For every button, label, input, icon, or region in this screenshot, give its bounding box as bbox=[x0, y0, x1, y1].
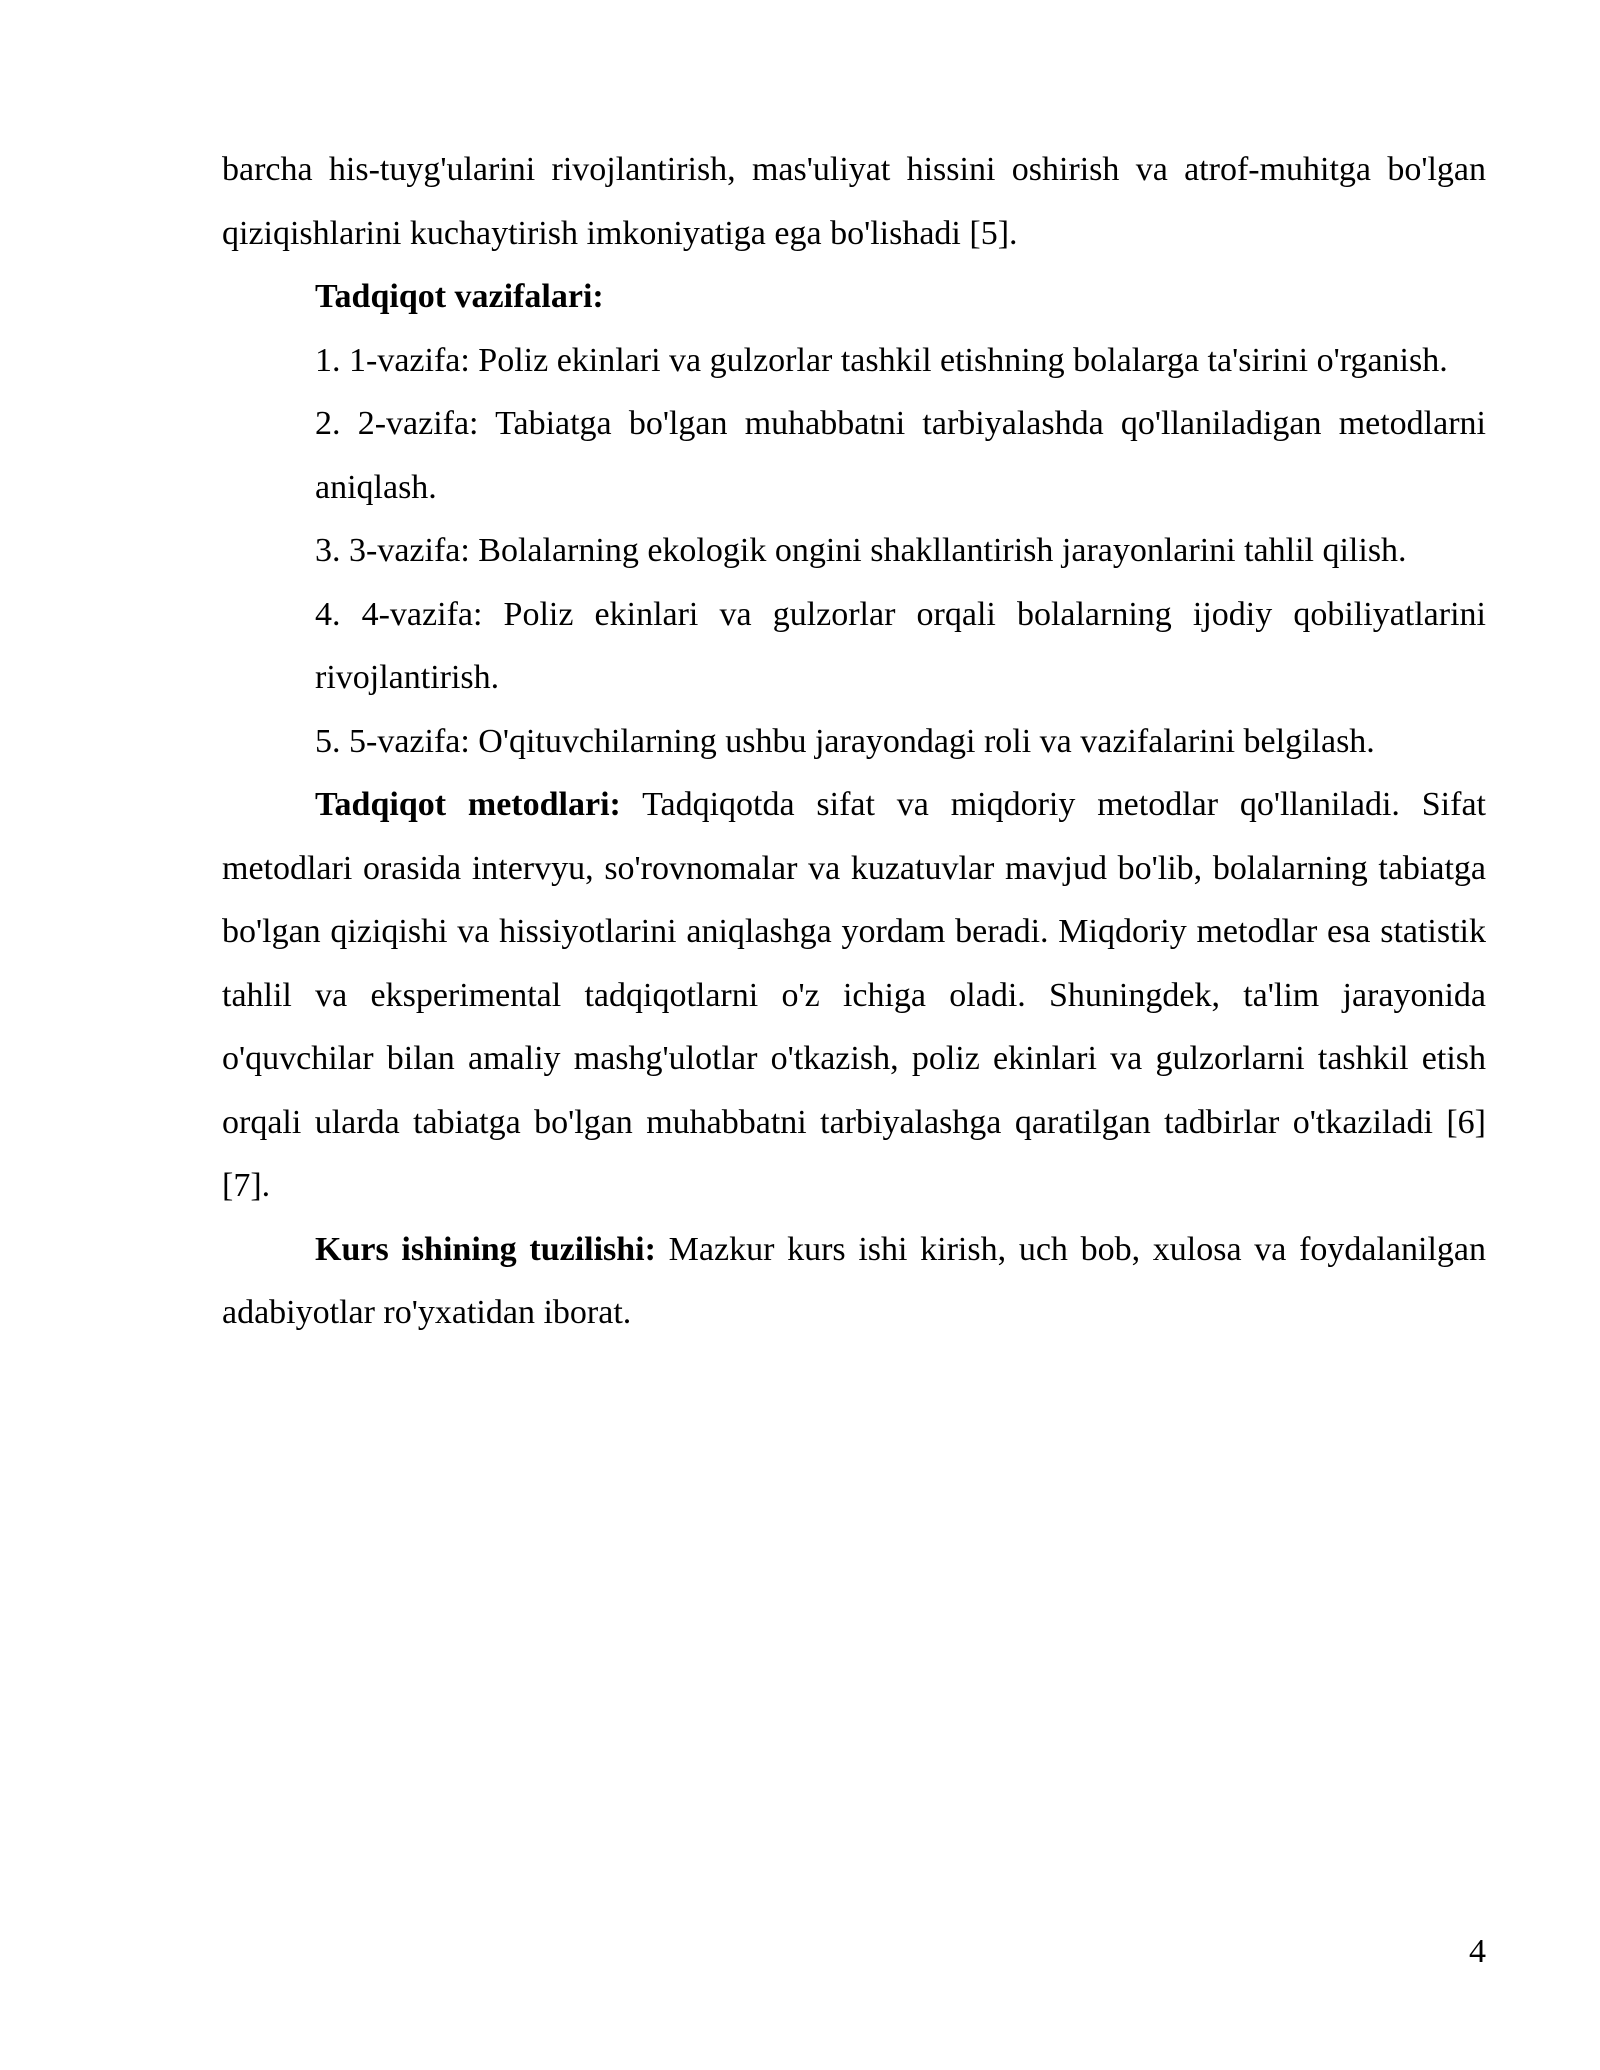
methods-paragraph bbox=[222, 773, 1486, 1218]
document-page bbox=[222, 138, 1486, 1345]
tasks-list bbox=[222, 329, 1486, 774]
list-item: 1. 1-vazifa: Poliz ekinlari va gulzorlar tashkil etishning bolalarga ta'sirini o'rganish. bbox=[315, 341, 1448, 379]
list-item: 3. 3-vazifa: Bolalarning ekologik ongini shakllantirish jarayonlarini tahlil qilish. bbox=[315, 532, 1407, 569]
list-item: 5. 5-vazifa: O'qituvchilarning ushbu jarayondagi roli va vazifalarini belgilash. bbox=[315, 722, 1375, 760]
list-item: 2. 2-vazifa: Tabiatga bo'lgan muhabbatni tarbiyalashda qo'llaniladigan metodlarni aniqlash. bbox=[315, 405, 1486, 506]
structure-paragraph bbox=[222, 1218, 1486, 1345]
page-number: 4 bbox=[1469, 1933, 1486, 1970]
methods-heading: Tadqiqot metodlari: bbox=[315, 786, 621, 823]
list-item: 4. 4-vazifa: Poliz ekinlari va gulzorlar orqali bolalarning ijodiy qobiliyatlarini rivojlantirish. bbox=[315, 595, 1486, 696]
structure-heading: Kurs ishining tuzilishi: bbox=[315, 1230, 656, 1268]
tasks-heading: Tadqiqot vazifalari: bbox=[315, 278, 604, 315]
methods-text: Tadqiqotda sifat va miqdoriy metodlar qo'llaniladi. Sifat metodlari orasida intervyu, so'rovnomalar va kuzatuvlar mavjud bo'lib, bolalarning tabiatga bo'lgan qiziqishi va hissiyotlarini aniqlashga yordam beradi. Miqdoriy metodlar esa statistik tahlil va eksperimental tadqiqotlarni o'z ichiga oladi. Shuningdek, ta'lim jarayonida o'quvchilar bilan amaliy mashg'ulotlar o'tkazish, poliz ekinlari va gulzorlarni tashkil etish orqali ularda tabiatga bo'lgan muhabbatni tarbiyalashga qaratilgan tadbirlar o'tkaziladi [6][7]. bbox=[222, 786, 1486, 1204]
intro-continuation-paragraph: barcha his-tuyg'ularini rivojlantirish, mas'uliyat hissini oshirish va atrof-muhitga bo'lgan qiziqishlarini kuchaytirish imkoniyatiga ega bo'lishadi [5]. bbox=[222, 151, 1486, 252]
structure-text: Mazkur kurs ishi kirish, uch bob, xulosa va foydalanilgan adabiyotlar ro'yxatidan iborat. bbox=[222, 1230, 1486, 1331]
